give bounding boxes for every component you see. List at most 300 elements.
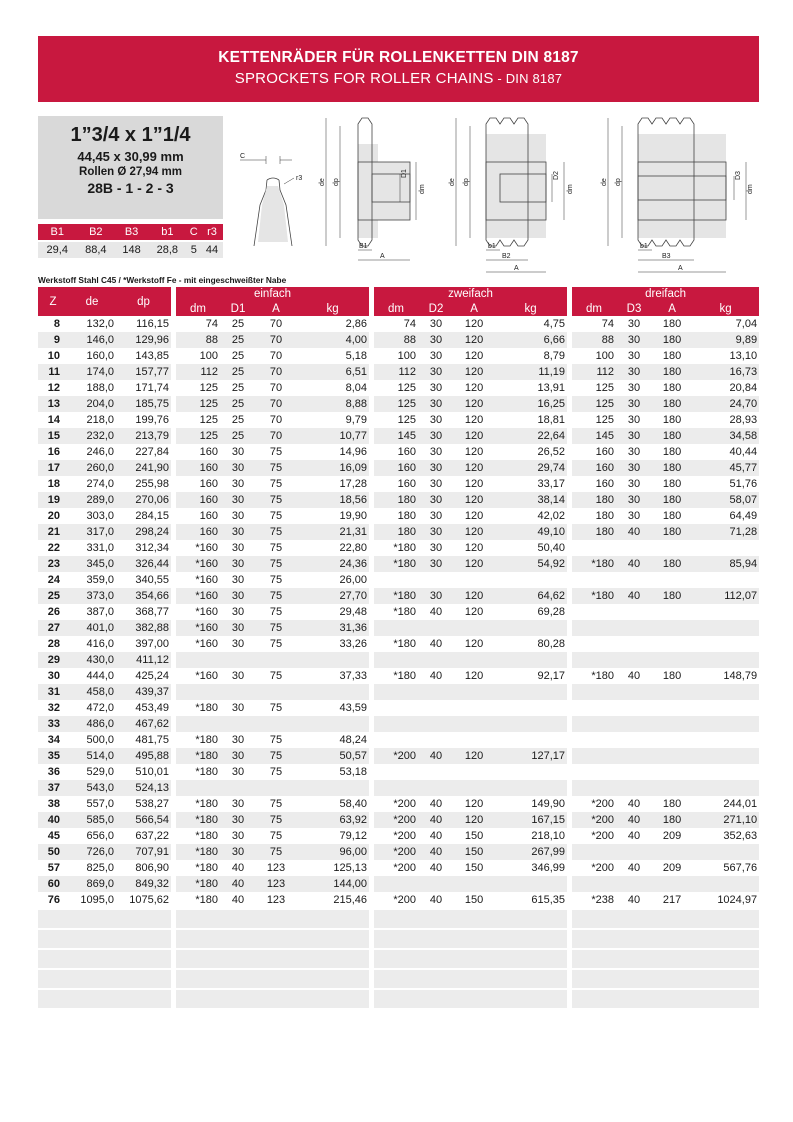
table-cell [68, 908, 116, 928]
label-dp-3: dp [615, 178, 622, 186]
table-cell: 30 [418, 524, 454, 540]
chain-code: 28B - 1 - 2 - 3 [87, 180, 174, 196]
table-cell: 30 [418, 428, 454, 444]
table-cell: 22,80 [339, 542, 368, 554]
table-cell: 40 [627, 798, 641, 810]
table-row [38, 332, 759, 348]
table-cell: 180 [662, 446, 682, 458]
table-cell: 26 [47, 606, 60, 618]
table-cell [374, 716, 418, 732]
table-cell: 129,96 [116, 332, 171, 348]
table-cell [494, 968, 567, 988]
table-row [38, 604, 759, 620]
table-cell: 17 [38, 460, 68, 476]
table-cell: 180 [572, 524, 616, 540]
table-cell: 53,18 [339, 766, 368, 778]
table-cell: 30 [429, 350, 443, 362]
table-cell: 22 [47, 542, 60, 554]
table-cell [652, 620, 692, 636]
table-cell [68, 948, 116, 968]
table-cell [572, 700, 616, 716]
table-cell: 75 [269, 446, 283, 458]
table-cell [692, 716, 759, 732]
table-cell [572, 764, 616, 780]
label-r3: r3 [296, 175, 303, 182]
table-cell: 40 [418, 748, 454, 764]
table-cell [652, 968, 692, 988]
table-cell: 60 [38, 876, 68, 892]
table-cell: 5,18 [345, 350, 368, 362]
table-cell: 40 [220, 876, 256, 892]
table-cell [176, 948, 220, 968]
table-cell: 26,00 [339, 574, 368, 586]
table-cell: 25 [231, 318, 245, 330]
table-cell: 16,09 [296, 460, 369, 476]
table-cell: 75 [256, 620, 296, 636]
table-row [38, 844, 759, 860]
table-row [38, 588, 759, 604]
table-row [38, 748, 759, 764]
table-cell: 180 [652, 812, 692, 828]
header-dp: dp [116, 287, 171, 316]
table-cell: 30 [220, 812, 256, 828]
table-cell [68, 928, 116, 948]
table-cell: 298,24 [116, 524, 171, 540]
table-cell: 19 [38, 492, 68, 508]
sprocket-data-table [38, 287, 759, 1008]
table-cell: 4,75 [543, 318, 566, 330]
table-cell: 4,00 [296, 332, 369, 348]
table-cell [692, 652, 759, 668]
table-cell: 70 [269, 318, 283, 330]
table-cell: 96,00 [296, 844, 369, 860]
table-cell: *180 [176, 748, 220, 764]
table-cell [692, 844, 759, 860]
table-cell: 180 [595, 510, 615, 522]
table-cell: 30 [220, 460, 256, 476]
table-cell [572, 988, 616, 1008]
table-cell [616, 988, 652, 1008]
table-cell: 79,12 [339, 830, 368, 842]
table-cell [616, 620, 652, 636]
table-cell: 28,93 [729, 414, 758, 426]
table-cell [176, 968, 220, 988]
table-cell: 303,0 [86, 510, 114, 522]
table-cell: 33,26 [339, 638, 368, 650]
table-cell: 120 [464, 382, 484, 394]
table-cell: 30 [231, 446, 245, 458]
table-cell [176, 716, 220, 732]
table-cell: 120 [464, 606, 484, 618]
table-row [38, 524, 759, 540]
table-cell: 30 [231, 766, 245, 778]
header-dreifach-dm: dm [572, 301, 616, 316]
table-cell: 340,55 [135, 574, 169, 586]
table-cell: 382,88 [116, 620, 171, 636]
table-cell: 30 [47, 670, 60, 682]
table-cell: 20,84 [729, 382, 758, 394]
table-cell: 9 [38, 332, 68, 348]
table-cell [692, 764, 759, 780]
table-cell: *200 [393, 862, 417, 874]
header-dreifach-d3: D3 [616, 301, 652, 316]
table-cell [418, 700, 454, 716]
table-cell [116, 988, 171, 1008]
table-cell: 40 [627, 894, 641, 906]
table-cell: 637,22 [135, 830, 169, 842]
table-cell [418, 908, 454, 928]
table-cell [176, 652, 220, 668]
header-einfach-d1: D1 [220, 301, 256, 316]
table-cell [494, 908, 567, 928]
table-row [38, 780, 759, 796]
table-cell [494, 764, 567, 780]
table-cell: 29,48 [339, 606, 368, 618]
table-cell: 11 [38, 364, 68, 380]
table-cell: 125 [595, 414, 615, 426]
label-a-2: A [514, 265, 519, 272]
table-cell: 495,88 [116, 748, 171, 764]
table-cell: 24,36 [296, 556, 369, 572]
table-cell: 30 [231, 734, 245, 746]
table-cell: 500,0 [86, 734, 114, 746]
table-cell [616, 572, 652, 588]
group-dreifach: dreifach [572, 287, 759, 301]
table-cell: 30 [220, 748, 256, 764]
table-cell: 30 [429, 478, 443, 490]
table-cell: 25 [38, 588, 68, 604]
table-cell: 40 [429, 670, 443, 682]
title-german: KETTENRÄDER FÜR ROLLENKETTEN DIN 8187 [218, 49, 579, 66]
table-cell: 2,86 [345, 318, 368, 330]
group-zweifach: zweifach [374, 287, 567, 301]
label-d2: D2 [553, 171, 560, 180]
table-cell: 289,0 [68, 492, 116, 508]
table-cell: 25 [220, 396, 256, 412]
table-cell: 180 [662, 478, 682, 490]
table-cell: 215,46 [333, 894, 368, 906]
table-cell: 180 [652, 524, 692, 540]
table-cell: 125 [595, 382, 615, 394]
table-cell [572, 652, 616, 668]
table-cell: 120 [454, 748, 494, 764]
table-cell: 120 [464, 446, 484, 458]
table-cell: 30 [231, 510, 245, 522]
table-cell [652, 928, 692, 948]
table-cell: 63,92 [296, 812, 369, 828]
table-cell: 30 [220, 844, 256, 860]
table-cell: 58,40 [339, 798, 368, 810]
table-cell: 241,90 [116, 460, 171, 476]
table-cell: 21 [38, 524, 68, 540]
table-cell [220, 716, 256, 732]
table-cell [692, 928, 759, 948]
table-cell [374, 968, 418, 988]
table-row [38, 572, 759, 588]
table-cell: 40 [38, 812, 68, 828]
table-cell: *200 [374, 844, 418, 860]
table-cell: 157,77 [116, 364, 171, 380]
table-row [38, 908, 759, 928]
table-cell [454, 928, 494, 948]
table-cell: 125 [397, 382, 417, 394]
dimension-table [38, 224, 223, 258]
table-cell: 125 [199, 382, 218, 394]
table-cell: 120 [454, 556, 494, 572]
table-cell [494, 876, 567, 892]
table-cell [256, 780, 296, 796]
table-cell: 22,64 [494, 428, 567, 444]
table-cell: 160 [397, 446, 417, 458]
table-cell: 40 [429, 862, 443, 874]
table-cell [572, 844, 616, 860]
label-a-3: A [678, 265, 683, 272]
table-cell [220, 948, 256, 968]
table-cell [38, 928, 68, 948]
label-b1-2: b1 [488, 243, 496, 250]
table-cell: 40 [429, 606, 443, 618]
table-cell: 76 [47, 894, 60, 906]
table-cell: 42,02 [537, 510, 566, 522]
table-cell: 132,0 [86, 318, 114, 330]
table-cell: 180 [652, 396, 692, 412]
table-cell: 146,0 [68, 332, 116, 348]
table-cell [616, 700, 652, 716]
table-cell: 27 [38, 620, 68, 636]
table-cell [374, 764, 418, 780]
table-cell: 33 [38, 716, 68, 732]
table-cell: 188,0 [86, 382, 114, 394]
table-cell [652, 732, 692, 748]
header-zweifach-a: A [454, 301, 494, 316]
table-cell: 120 [464, 414, 484, 426]
table-cell: 209 [662, 830, 682, 842]
table-cell [652, 764, 692, 780]
table-cell [494, 988, 567, 1008]
table-cell: 75 [269, 638, 283, 650]
table-cell [652, 876, 692, 892]
table-cell: 40 [616, 556, 652, 572]
table-cell: 8,04 [345, 382, 368, 394]
table-cell [374, 780, 418, 796]
table-cell: 30 [231, 798, 245, 810]
table-cell [116, 968, 171, 988]
table-cell: 70 [256, 428, 296, 444]
table-row [38, 684, 759, 700]
table-cell: 160 [595, 446, 615, 458]
table-row [38, 796, 759, 812]
header-einfach-kg: kg [296, 301, 369, 316]
table-cell: 1095,0 [80, 894, 114, 906]
table-cell: 180 [397, 510, 417, 522]
table-cell: 30 [429, 510, 443, 522]
table-cell: 150 [464, 894, 484, 906]
table-cell: *180 [176, 812, 220, 828]
table-cell: 75 [269, 734, 283, 746]
table-cell [38, 908, 68, 928]
table-cell [692, 948, 759, 968]
table-cell: 125,13 [333, 862, 368, 874]
table-cell [652, 716, 692, 732]
dim-value-c: 5 [187, 241, 201, 258]
table-cell: 25 [231, 382, 245, 394]
table-cell [692, 732, 759, 748]
table-cell [296, 780, 369, 796]
table-cell [652, 684, 692, 700]
table-cell: 75 [269, 542, 283, 554]
table-cell: 80,28 [537, 638, 566, 650]
table-cell: 30 [418, 332, 454, 348]
table-cell: 30 [220, 620, 256, 636]
label-de-3: de [601, 178, 608, 186]
table-cell: 40 [429, 894, 443, 906]
table-cell: 180 [652, 364, 692, 380]
table-cell [418, 732, 454, 748]
table-cell [176, 928, 220, 948]
table-cell: 74 [205, 318, 218, 330]
table-cell: 123 [266, 862, 286, 874]
table-cell: 116,15 [136, 318, 169, 330]
table-cell: 30 [627, 350, 641, 362]
table-cell [418, 876, 454, 892]
table-cell [176, 780, 220, 796]
table-cell: 75 [269, 798, 283, 810]
table-cell: 70 [256, 332, 296, 348]
table-cell: 75 [269, 670, 283, 682]
table-cell [454, 732, 494, 748]
table-cell: 40 [627, 862, 641, 874]
table-cell: *180 [195, 734, 218, 746]
table-cell: 271,10 [692, 812, 759, 828]
table-cell [176, 908, 220, 928]
table-cell [616, 732, 652, 748]
table-cell [572, 684, 616, 700]
table-cell: 869,0 [68, 876, 116, 892]
table-cell: 444,0 [86, 670, 114, 682]
table-cell: 180 [652, 332, 692, 348]
label-dm-2: dm [567, 184, 574, 194]
table-cell [692, 636, 759, 652]
table-cell [116, 908, 171, 928]
table-cell: 45,77 [692, 460, 759, 476]
table-cell [692, 780, 759, 796]
table-cell: 123 [266, 894, 286, 906]
roller-diameter: Rollen Ø 27,94 mm [79, 166, 182, 178]
table-cell: 806,90 [135, 862, 169, 874]
table-cell: 160 [374, 460, 418, 476]
table-cell [374, 732, 418, 748]
table-cell [296, 716, 369, 732]
table-cell [418, 948, 454, 968]
table-cell: 180 [662, 382, 682, 394]
table-cell: *160 [195, 670, 218, 682]
table-cell [494, 716, 567, 732]
table-cell: 180 [662, 798, 682, 810]
table-cell [454, 780, 494, 796]
table-cell: 354,66 [116, 588, 171, 604]
table-cell: 16,73 [692, 364, 759, 380]
table-cell [652, 908, 692, 928]
table-row [38, 636, 759, 652]
table-cell: 458,0 [68, 684, 116, 700]
table-cell: 7,04 [735, 318, 758, 330]
double-sprocket-drawing [442, 114, 582, 280]
table-cell: 585,0 [68, 812, 116, 828]
table-cell [418, 764, 454, 780]
table-cell: 567,76 [723, 862, 758, 874]
table-cell: 30 [616, 364, 652, 380]
table-cell: 557,0 [86, 798, 114, 810]
table-cell: 180 [652, 556, 692, 572]
table-cell: 180 [662, 350, 682, 362]
table-cell: 6,51 [296, 364, 369, 380]
table-cell [374, 684, 418, 700]
table-cell: 29,74 [494, 460, 567, 476]
label-b2: B2 [502, 253, 511, 260]
table-cell: *180 [393, 606, 417, 618]
table-cell [572, 716, 616, 732]
table-cell [616, 844, 652, 860]
table-cell: 75 [269, 606, 283, 618]
table-cell: 30 [429, 318, 443, 330]
table-cell: 30 [627, 446, 641, 458]
table-cell: 21,31 [296, 524, 369, 540]
table-cell: 36 [47, 766, 60, 778]
chain-pitch-mm: 44,45 x 30,99 mm [77, 149, 184, 164]
dim-header-b1: b1 [148, 224, 187, 241]
table-cell [616, 928, 652, 948]
table-cell: 37,33 [339, 670, 368, 682]
header-einfach-a: A [256, 301, 296, 316]
label-d1: D1 [401, 169, 408, 178]
title-banner [38, 36, 759, 102]
table-cell [454, 908, 494, 928]
table-row [38, 988, 759, 1008]
table-cell [454, 716, 494, 732]
table-cell [256, 968, 296, 988]
table-cell: 40 [627, 830, 641, 842]
table-cell: 317,0 [68, 524, 116, 540]
table-cell: 120 [464, 318, 484, 330]
table-cell [418, 572, 454, 588]
table-cell: 401,0 [68, 620, 116, 636]
table-cell: 69,28 [537, 606, 566, 618]
table-cell: 74 [601, 318, 615, 330]
table-cell: 40 [231, 862, 245, 874]
table-cell [296, 908, 369, 928]
table-cell [38, 948, 68, 968]
table-cell: 30 [220, 524, 256, 540]
table-cell [652, 748, 692, 764]
table-cell: 30 [231, 702, 245, 714]
table-cell [454, 684, 494, 700]
table-cell: 70 [269, 382, 283, 394]
table-row [38, 364, 759, 380]
table-cell: 100 [397, 350, 417, 362]
table-cell: 13,10 [729, 350, 758, 362]
table-cell: 160 [176, 492, 220, 508]
table-cell: 30 [418, 492, 454, 508]
table-cell: 150 [464, 830, 484, 842]
table-cell: 35 [38, 748, 68, 764]
table-cell: 125 [176, 396, 220, 412]
table-cell [418, 652, 454, 668]
table-cell: 100 [199, 350, 218, 362]
table-cell: 387,0 [86, 606, 114, 618]
table-cell: 120 [454, 812, 494, 828]
table-cell: 112 [176, 364, 220, 380]
table-cell: 16 [47, 446, 60, 458]
